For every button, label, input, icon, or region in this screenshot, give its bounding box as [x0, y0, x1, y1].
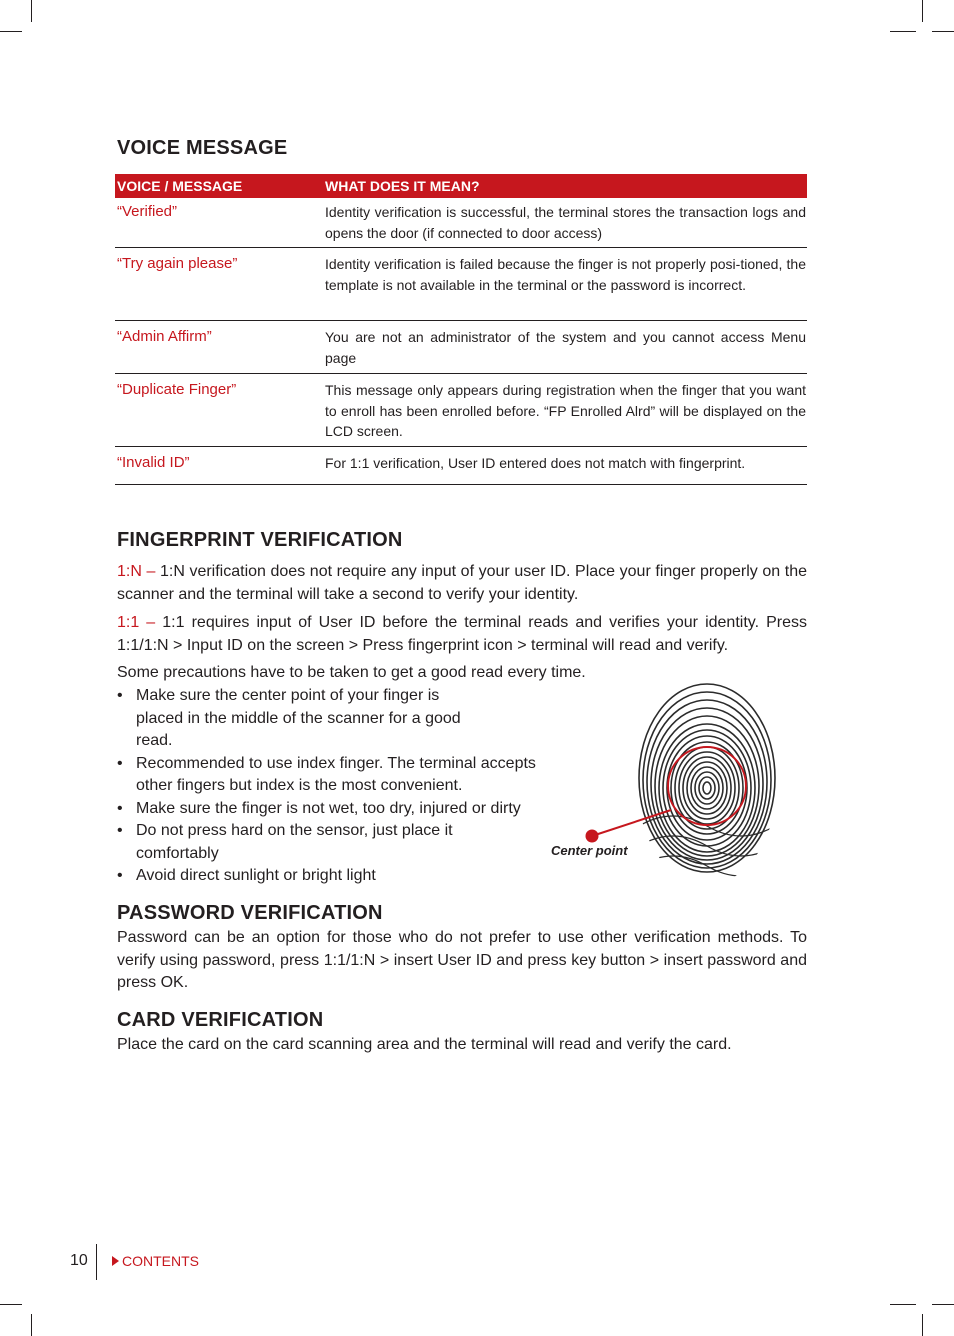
- crop-mark: [932, 31, 954, 32]
- crop-mark: [932, 1304, 954, 1305]
- meaning-cell: This message only appears during registration when the finger that you want to enroll has been enrolled before. “FP Enrolled Alrd” will be displayed on the LCD screen.: [325, 382, 806, 439]
- crop-mark: [0, 1304, 22, 1305]
- one-to-one-paragraph: [117, 612, 807, 657]
- page-number: 10: [70, 1252, 88, 1269]
- meaning-cell: You are not an administrator of the system and you cannot access Menu page: [325, 329, 806, 366]
- bullet-point: •: [117, 754, 123, 772]
- precautions-list: [117, 685, 567, 888]
- list-item: • Avoid direct sunlight or bright light: [117, 865, 567, 888]
- crop-mark: [890, 31, 916, 32]
- meaning-cell: Identity verification is successful, the terminal stores the transaction logs and opens the door (if connected to door access): [325, 204, 806, 241]
- crop-mark: [922, 1314, 923, 1336]
- crop-mark: [31, 1314, 32, 1336]
- meaning-cell: Identity verification is failed because the finger is not properly posi-tioned, the template is not available in the terminal or the password is incorrect.: [325, 256, 806, 293]
- crop-mark: [31, 0, 32, 22]
- bullet-point: •: [117, 687, 123, 704]
- column-header-meaning: WHAT DOES IT MEAN?: [325, 178, 480, 194]
- callout-dot: [586, 830, 599, 843]
- voice-cell: “Invalid ID”: [117, 454, 190, 471]
- voice-message-heading: VOICE MESSAGE: [117, 137, 288, 159]
- card-paragraph: Place the card on the card scanning area and the terminal will read and verify the card.: [117, 1036, 732, 1053]
- voice-cell: “Verified”: [117, 203, 178, 220]
- list-item: • Make sure the center point of your finger is placed in the middle of the scanner for a good read.: [117, 687, 461, 749]
- bullet-point: •: [117, 867, 123, 884]
- one-to-one-label: 1:1 –: [117, 614, 163, 631]
- table-row: [115, 321, 807, 374]
- table-header: [115, 174, 807, 198]
- bullet-point: •: [117, 822, 123, 839]
- precautions-intro: Some precautions have to be taken to get a good read every time.: [117, 664, 586, 681]
- fingerprint-verification-heading: FINGERPRINT VERIFICATION: [117, 529, 403, 551]
- table-row: [115, 374, 807, 447]
- list-item: • Recommended to use index finger. The terminal accepts other fingers but index is the most convenient.: [117, 754, 536, 794]
- voice-cell: “Admin Affirm”: [117, 328, 212, 345]
- crop-mark: [0, 31, 22, 32]
- bullet-point: •: [117, 799, 123, 817]
- crop-mark: [890, 1304, 916, 1305]
- table-row: [115, 198, 807, 248]
- list-item: • Make sure the finger is not wet, too dry, injured or dirty: [117, 798, 567, 821]
- one-to-n-text: 1:N verification does not require any input of your user ID. Place your finger properly on the scanner and the terminal will take a second to verify your identity.: [117, 563, 807, 603]
- center-point-label: Center point: [551, 843, 628, 858]
- voice-cell: “Duplicate Finger”: [117, 381, 237, 398]
- contents-label: CONTENTS: [122, 1253, 199, 1269]
- password-verification-heading: PASSWORD VERIFICATION: [117, 902, 383, 924]
- one-to-one-text: 1:1 requires input of User ID before the terminal reads and verifies your identity. Press 1:1/1:N > Input ID on the screen > Press fingerprint icon > terminal will read and verify.: [117, 614, 807, 654]
- caret-right-icon: [112, 1256, 119, 1266]
- table-row: [115, 447, 807, 485]
- password-paragraph: Password can be an option for those who do not prefer to use other verification methods. To verify using password, press 1:1/1:N > insert User ID and press key button > insert password and press OK.: [117, 929, 807, 991]
- crop-mark: [922, 0, 923, 22]
- table-row: [115, 248, 807, 321]
- fingerprint-figure: [543, 676, 783, 891]
- one-to-n-label: 1:N –: [117, 563, 160, 580]
- voice-cell: “Try again please”: [117, 255, 238, 272]
- footer-divider: [96, 1244, 97, 1280]
- column-header-voice: VOICE / MESSAGE: [117, 178, 243, 194]
- list-item: • Do not press hard on the sensor, just place it comfortably: [117, 822, 453, 862]
- meaning-cell: For 1:1 verification, User ID entered does not match with fingerprint.: [325, 455, 746, 471]
- card-verification-heading: CARD VERIFICATION: [117, 1009, 324, 1031]
- contents-link[interactable]: [112, 1253, 199, 1269]
- one-to-n-paragraph: [117, 561, 807, 606]
- fingerprint-illustration-icon: [639, 684, 775, 876]
- voice-message-table: [115, 174, 807, 485]
